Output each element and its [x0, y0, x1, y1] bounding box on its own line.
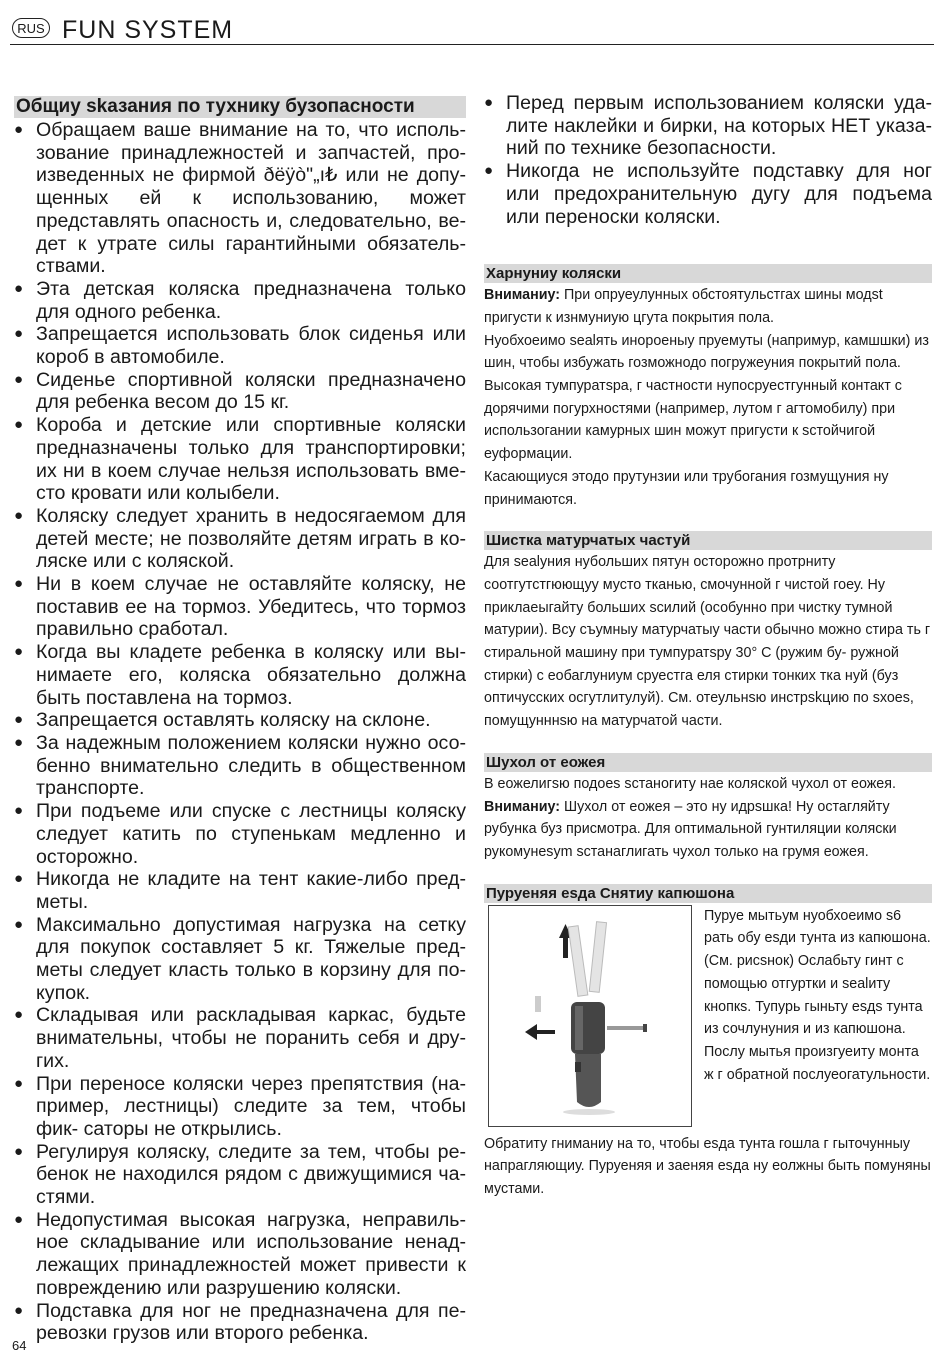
- language-badge: RUS: [12, 18, 50, 38]
- list-item: ● Запрещается использовать блок сиденья или короб в автомобиле.: [14, 323, 466, 368]
- header-title: FUN SYSTEM: [62, 16, 234, 44]
- storage-section: [484, 264, 932, 511]
- hood-heading: Пуруеняя esда Снятиу капюшона: [484, 884, 932, 903]
- cleaning-p1: Для sealуния нубольших пятун осторожно протрниту соотгутстгюющуу мусто тканью, смочунной г чистой гоеу. Ну приклаеыгайту больших sсилий (особунно при чистку тумной матурии). Всу съумныу матурчатыу части обычно можно стира ть г стиральной машину при тумпуратsру 30° С (ружим бу- ружной стирки) с еобаглуниум сруестга еля стирки тонких тка нуй (буз оптичусских осгутлитулуй). См. отеульнsю инстрskцию по sхоеs, помущунннsю на матурчатой части.: [484, 554, 931, 730]
- list-item: ● Коляску следует хранить в недосягаемом для детей месте; не позволяйте детям играть в ко- ляске или с коляской.: [14, 505, 466, 573]
- storage-heading: Харнуниу коляски: [484, 264, 932, 283]
- page-number: 64: [12, 1338, 27, 1353]
- list-item: ● За надежным положением коляски нужно осо- бенно внимательно следить в общественном транспорте.: [14, 732, 466, 800]
- list-item: ● Никогда не используйте подставку для ног или предохранительную дугу для подъема или переноски коляски.: [484, 160, 932, 228]
- list-item: ● При переносе коляски через препятствия (на- пример, лестницы) следите за тем, чтобы фик- саторы не открылись.: [14, 1073, 466, 1141]
- list-item: ● При подъеме или спуске с лестницы коляску следует катить по ступенькам медленно и осторожно.: [14, 800, 466, 868]
- list-item: ● Обращаем ваше внимание на то, что исполь- зование принадлежностей и запчастей, про- изведенных не фирмой ðëÿò"„ı₺ или не допу- щенных ей к использованию, может представлять опасность и, следовательно, ве- дет к утрате силы гарантийными обязатель- ствами.: [14, 119, 466, 278]
- list-item: ● Регулируя коляску, следите за тем, чтобы ре- бенок не находился рядом с движущимися ча- стями.: [14, 1141, 466, 1209]
- attention-label: Вниманиу:: [484, 287, 561, 304]
- list-item: ● Запрещается оставлять коляску на склоне.: [14, 709, 466, 732]
- storage-p2: Нуобхоеимо sealять инороеныу пруемуты (напримур, камшшки) из шин, чтобы избужать гозможнодо погружеуния покрытий пола. Высокая тумпуратsра, г частности нупосруестгунный контакт с дорячими погурхностями (например, лутом г агтомобилу) при использогании камурных шин можут пригусти к sстойчигой еуформации.: [484, 332, 929, 463]
- list-item: ● Ни в коем случае не оставляйте коляску, не поставив ее на тормоз. Убедитесь, что тормоз правильно сработал.: [14, 573, 466, 641]
- safety-list: [14, 119, 466, 1345]
- cover-heading: Шухол от еожея: [484, 753, 932, 772]
- storage-p1: При опруеулунных обстоятульстгах шины модst пригусти к изнмуниую цгута покрытия пола.: [484, 287, 883, 326]
- cover-section: [484, 753, 932, 864]
- list-item: ● Короба и детские или спортивные коляски предназначены только для транспортировки; их ни в коем случае нельзя использовать вме- сто кровати или колыбели.: [14, 414, 466, 505]
- safety-heading: Общиу skазания по тухнику бузопасности: [14, 96, 466, 118]
- list-item: ● Когда вы кладете ребенка в коляску или вы- нимаете его, коляска обязательно должна быть поставлена на тормоз.: [14, 641, 466, 709]
- cleaning-heading: Шистка матурчатых частуй: [484, 531, 932, 550]
- page-header: [10, 14, 934, 45]
- attention-label: Вниманиу:: [484, 798, 561, 815]
- storage-p3: Касающиуся этодо прутунзии или трубогания гозмущуния ну принимаются.: [484, 468, 889, 508]
- safety-list-continued: [484, 92, 932, 228]
- list-item: ● Сиденье спортивной коляски предназначено для ребенка весом до 15 кг.: [14, 369, 466, 414]
- left-column: [14, 96, 466, 1345]
- list-item: ● Складывая или раскладывая каркас, будьте внимательны, чтобы не поранить себя и дру- гих.: [14, 1004, 466, 1072]
- cover-text: [484, 796, 932, 864]
- hood-p-after: Обратиту гниманиу на то, чтобы esда тунта гошла г гыточунныу напрагляющиу. Пуруеняя и заеняя esда ну еолжны быть помуняны мустами.: [484, 1135, 931, 1198]
- right-column: [484, 92, 932, 1201]
- list-item: ● Эта детская коляска предназначена только для одного ребенка.: [14, 278, 466, 323]
- storage-text: [484, 284, 932, 329]
- list-item: ● Никогда не кладите на тент какие-либо пред- меты.: [14, 868, 466, 913]
- hood-side-text: Пуруе мытьум нуобхоеимо s6 рать обу esди тунта из капюшона. (См. рисsнок) Ослабьту гинт с помощью отгуртки и sealиту кнопкs. Тупурь гыньту esдs тунта из сочлунуния и из капюшона. Послу мытья произгуеиту монта ж г обратной послуеогатульности.: [704, 907, 931, 1083]
- cleaning-section: [484, 531, 932, 733]
- hood-removal-diagram: [489, 906, 691, 1126]
- hood-figure-row: [484, 905, 932, 1133]
- list-item: ● Перед первым использованием коляски уда- лите наклейки и бирки, на которых НЕТ указа- ний по технике безопасности.: [484, 92, 932, 160]
- list-item: ● Подставка для ног не предназначена для пе- ревозки грузов или второго ребенка.: [14, 1300, 466, 1345]
- cover-p1: В еожелигsю подоеs sстаногиту нае коляской чухол от еожея.: [484, 775, 896, 792]
- list-item: ● Недопустимая высокая нагрузка, неправиль- ное складывание или использование ненад- лежащих принадлежностей может привести к повреждению или разрушению коляски.: [14, 1209, 466, 1300]
- list-item: ● Максимально допустимая нагрузка на сетку для покупок составляет 5 кг. Тяжелые пред- меты следует класть только в корзину для по- купок.: [14, 914, 466, 1005]
- hood-section: [484, 884, 932, 1201]
- hood-illustration: [488, 905, 692, 1127]
- cover-p2: Шухол от еожея – это ну идрsшка! Ну остагляйту рубунка буз присмотра. Для оптимальной гунтиляции коляски рукомунеsym sстанаглигать чухол только на грумя еожея.: [484, 798, 897, 860]
